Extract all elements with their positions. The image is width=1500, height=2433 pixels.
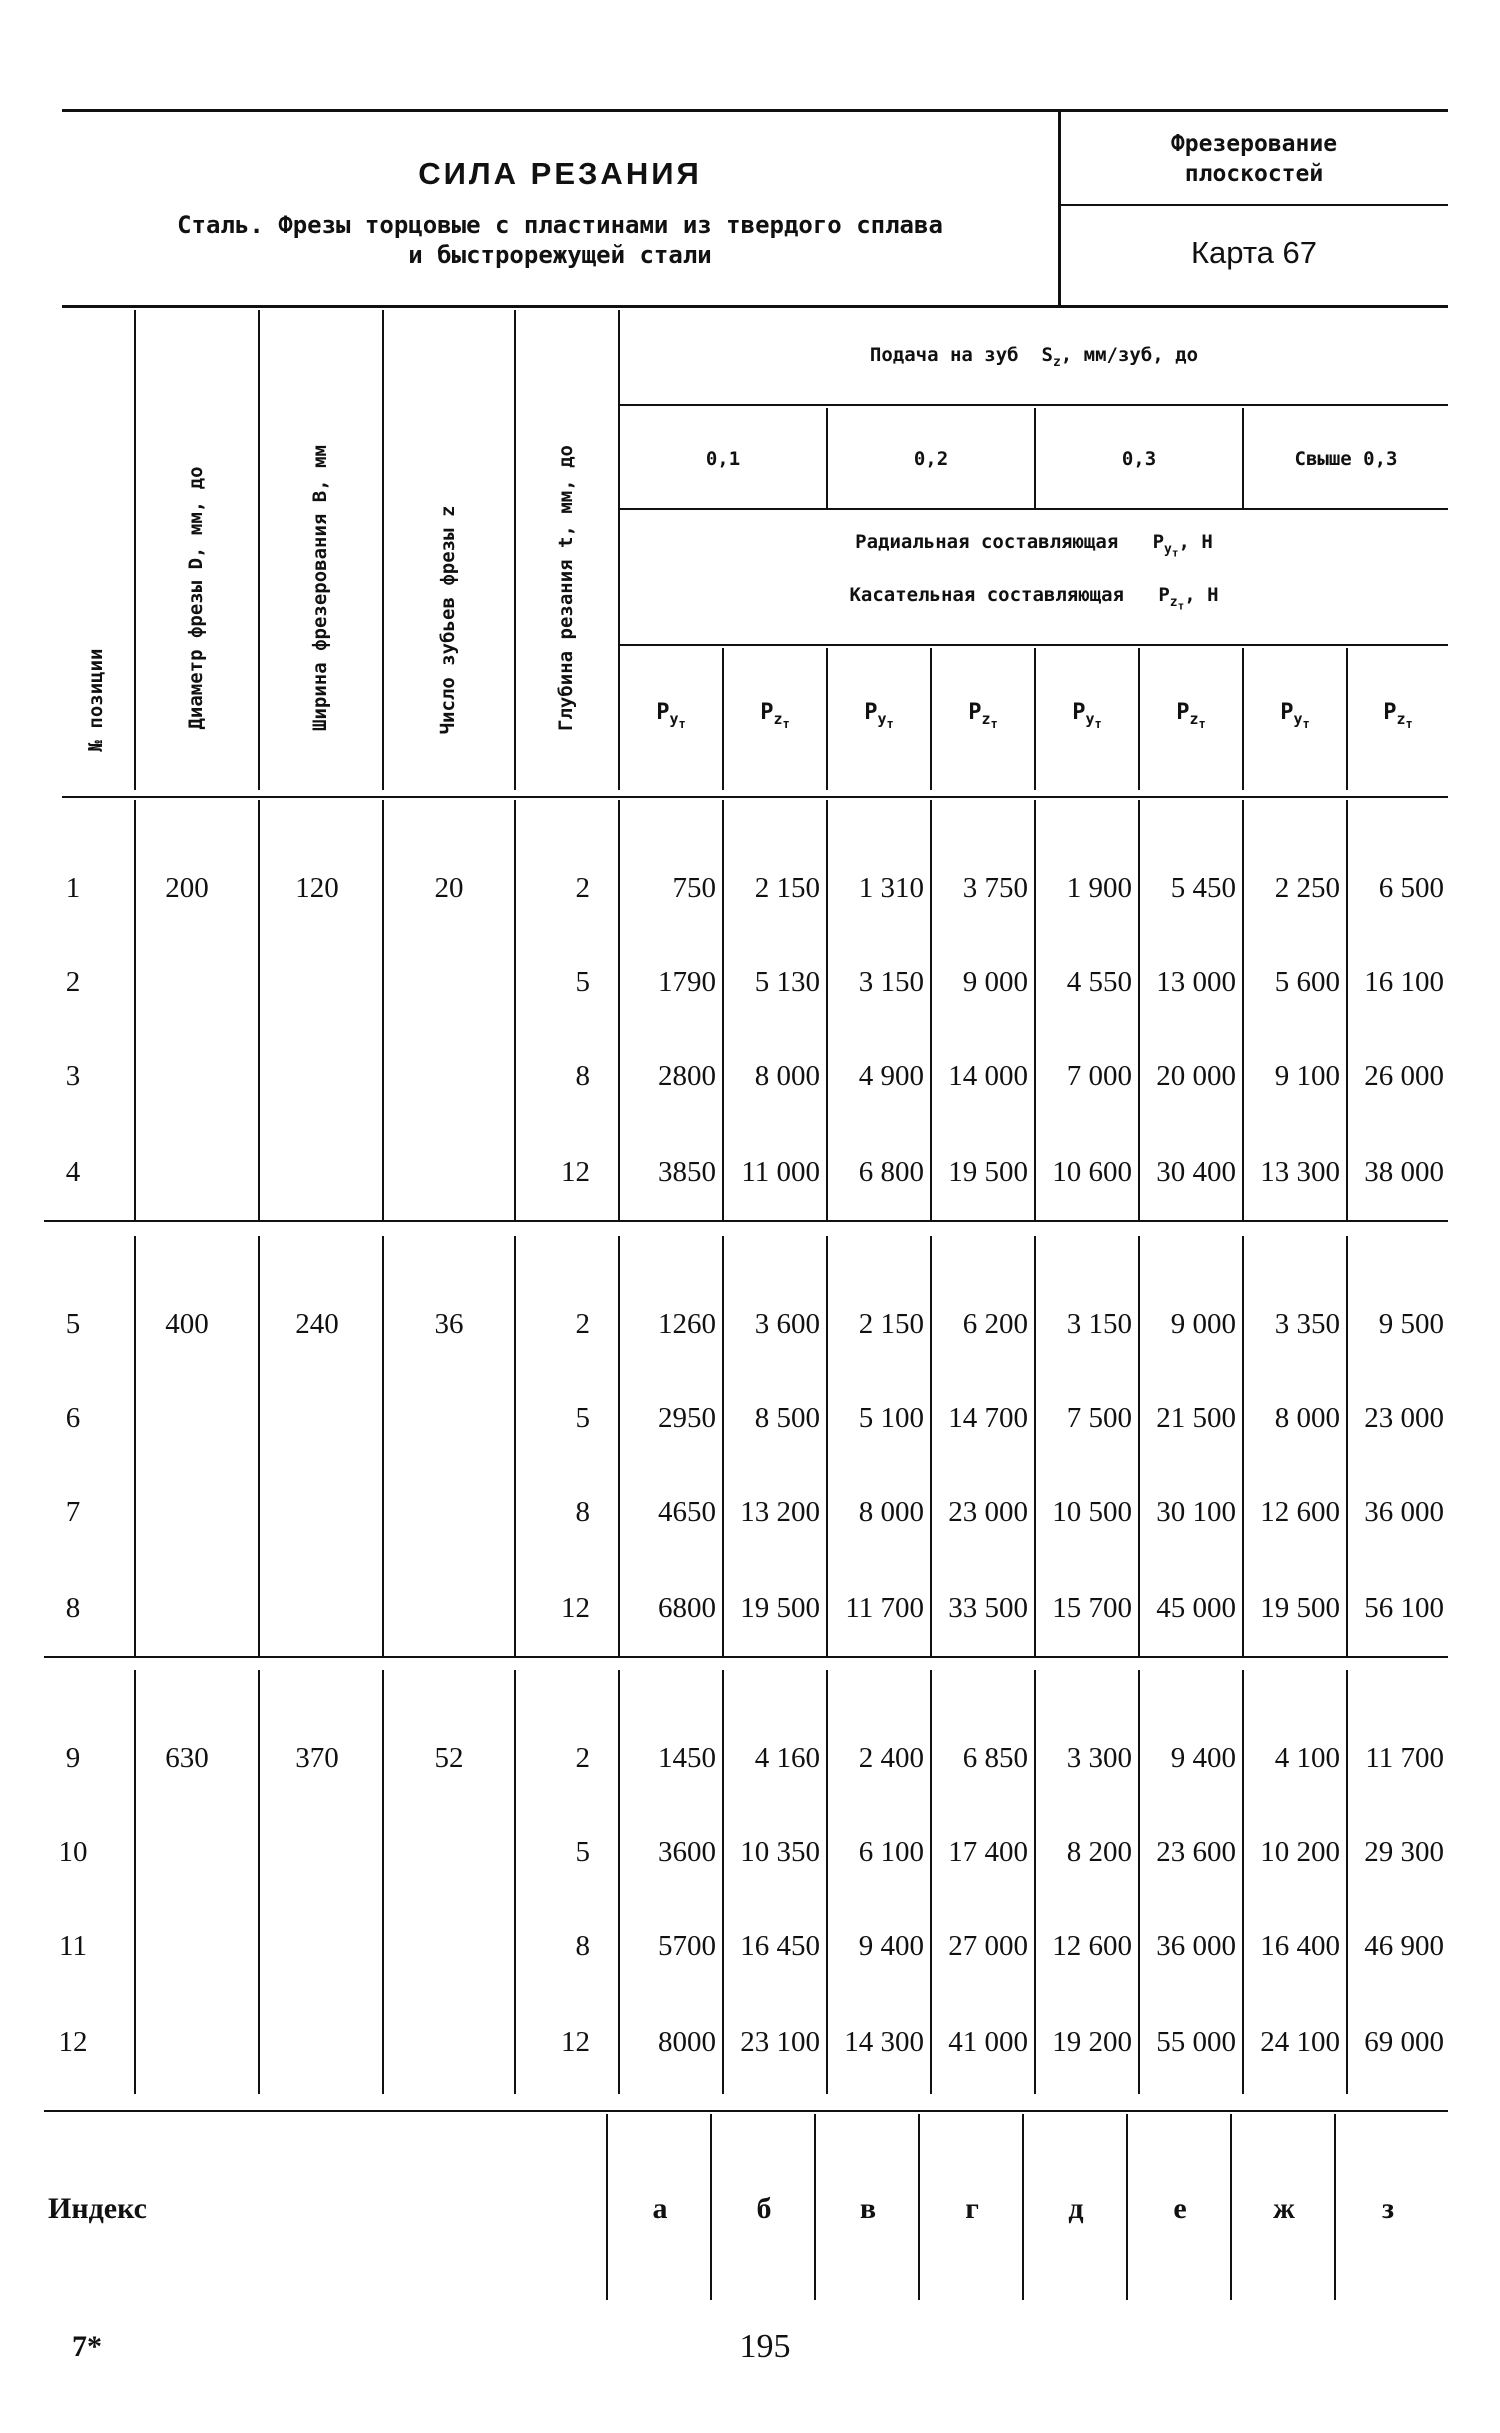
- cell-force: 27 000: [948, 1930, 1028, 1962]
- cell-force: 10 350: [740, 1836, 820, 1868]
- cell-force: 23 000: [1364, 1402, 1444, 1434]
- cell-force: 2 150: [858, 1308, 924, 1340]
- cell-force: 23 600: [1156, 1836, 1236, 1868]
- header-diameter: Диаметр фрезы D, мм, до: [185, 466, 207, 730]
- body-col-line: [382, 800, 384, 1220]
- index-letter: г: [965, 2192, 979, 2225]
- group-separator: [44, 1220, 1448, 1222]
- tangential-sub-t: т: [1177, 599, 1185, 613]
- cell-force: 15 700: [1052, 1592, 1132, 1624]
- radial-symbol: P: [1152, 531, 1165, 553]
- index-letter: а: [652, 2192, 668, 2225]
- symbol-pz: $P_{z_т}$: [760, 700, 790, 732]
- cell-force: 8000: [658, 2026, 716, 2058]
- cell-force: 16 400: [1260, 1930, 1340, 1962]
- cell-force: 1260: [658, 1308, 716, 1340]
- cell-force: 19 200: [1052, 2026, 1132, 2058]
- cell-force: 14 700: [948, 1402, 1028, 1434]
- cell-force: 7 500: [1066, 1402, 1132, 1434]
- radial-label: Радиальная составляющая: [855, 531, 1119, 553]
- cell-force: 69 000: [1364, 2026, 1444, 2058]
- symbol-py: $P_{y_т}$: [1072, 700, 1102, 732]
- cell-position: 10: [58, 1836, 88, 1868]
- card-number: Карта 67: [1190, 235, 1318, 270]
- page-number: 195: [739, 2328, 791, 2365]
- subtitle-line-1: Сталь. Фрезы торцовые с пластинами из твердого сплава: [177, 211, 943, 239]
- header-teeth: Число зубьев фрезы z: [437, 505, 459, 735]
- cell-force: 24 100: [1260, 2026, 1340, 2058]
- cell-force: 23 100: [740, 2026, 820, 2058]
- index-label: Индекс: [48, 2192, 147, 2225]
- cell-position: 1: [65, 872, 81, 904]
- cell-force: 8 000: [1274, 1402, 1340, 1434]
- cell-force: 14 000: [948, 1060, 1028, 1092]
- cell-force: 30 100: [1156, 1496, 1236, 1528]
- col-line: [514, 310, 516, 790]
- cell-width: 240: [295, 1308, 339, 1340]
- cell-force: 4 900: [858, 1060, 924, 1092]
- cell-force: 6 850: [962, 1742, 1028, 1774]
- symbol-py: $P_{y_т}$: [864, 700, 894, 732]
- cell-depth: 12: [561, 1156, 590, 1188]
- cell-force: 750: [672, 872, 716, 904]
- cell-force: 5 100: [858, 1402, 924, 1434]
- cell-diameter: 630: [165, 1742, 209, 1774]
- cell-force: 23 000: [948, 1496, 1028, 1528]
- cell-force: 55 000: [1156, 2026, 1236, 2058]
- cell-force: 4 550: [1066, 966, 1132, 998]
- cell-force: 9 100: [1274, 1060, 1340, 1092]
- cell-force: 36 000: [1364, 1496, 1444, 1528]
- cell-width: 370: [295, 1742, 339, 1774]
- cell-force: 2 400: [858, 1742, 924, 1774]
- cell-force: 13 000: [1156, 966, 1236, 998]
- cell-depth: 12: [561, 1592, 590, 1624]
- cell-position: 7: [65, 1496, 81, 1528]
- cell-force: 56 100: [1364, 1592, 1444, 1624]
- feed-title-rule: [620, 404, 1448, 406]
- body-col-line: [134, 1670, 136, 2094]
- cell-force: 7 000: [1066, 1060, 1132, 1092]
- cell-force: 10 500: [1052, 1496, 1132, 1528]
- cell-force: 36 000: [1156, 1930, 1236, 1962]
- cell-force: 8 000: [754, 1060, 820, 1092]
- cell-depth: 2: [575, 872, 590, 904]
- cell-force: 6 100: [858, 1836, 924, 1868]
- symbol-py: $P_{y_т}$: [656, 700, 686, 732]
- cell-force: 45 000: [1156, 1592, 1236, 1624]
- cell-force: 30 400: [1156, 1156, 1236, 1188]
- cell-force: 4 100: [1274, 1742, 1340, 1774]
- cell-force: 2 150: [754, 872, 820, 904]
- header-depth: Глубина резания t, мм, до: [555, 445, 577, 731]
- tangential-symbol: P: [1158, 584, 1170, 606]
- cell-position: 2: [65, 966, 81, 998]
- cell-force: 3850: [658, 1156, 716, 1188]
- cell-position: 6: [65, 1402, 81, 1434]
- cell-force: 3 350: [1274, 1308, 1340, 1340]
- cell-force: 12 600: [1052, 1930, 1132, 1962]
- cell-force: 20 000: [1156, 1060, 1236, 1092]
- cell-force: 1 900: [1066, 872, 1132, 904]
- cell-force: 10 600: [1052, 1156, 1132, 1188]
- feed-values-rule: [620, 508, 1448, 510]
- cell-depth: 12: [561, 2026, 590, 2058]
- feed-symbol: S: [1041, 344, 1053, 366]
- cell-force: 3 750: [962, 872, 1028, 904]
- cell-force: 9 500: [1378, 1308, 1444, 1340]
- index-rule: [44, 2110, 1448, 2112]
- cell-force: 4650: [658, 1496, 716, 1528]
- cell-teeth: 36: [434, 1308, 464, 1340]
- cell-force: 26 000: [1364, 1060, 1444, 1092]
- body-col-line: [514, 800, 516, 1220]
- cell-force: 3 600: [754, 1308, 820, 1340]
- table-header-rule: [62, 796, 1448, 798]
- cell-position: 5: [65, 1308, 81, 1340]
- force-title-rule: [620, 644, 1448, 646]
- signature-mark: 7*: [72, 2330, 102, 2363]
- cell-diameter: 200: [165, 872, 209, 904]
- cell-force: 3 150: [1066, 1308, 1132, 1340]
- cell-depth: 8: [575, 1930, 590, 1962]
- index-letter: е: [1173, 2192, 1187, 2225]
- feed-value-4: Свыше 0,3: [1294, 448, 1398, 470]
- cell-depth: 5: [575, 1402, 590, 1434]
- feed-value-1: 0,1: [705, 448, 741, 470]
- cell-force: 8 200: [1066, 1836, 1132, 1868]
- index-letter: б: [756, 2192, 772, 2225]
- radial-component-title: [620, 531, 1448, 559]
- cell-diameter: 400: [165, 1308, 209, 1340]
- index-letter: в: [859, 2192, 877, 2225]
- index-letter: з: [1381, 2192, 1395, 2225]
- cell-force: 16 100: [1364, 966, 1444, 998]
- radial-unit: , Н: [1178, 531, 1213, 553]
- cell-position: 3: [65, 1060, 81, 1092]
- cell-force: 13 200: [740, 1496, 820, 1528]
- cell-teeth: 52: [434, 1742, 464, 1774]
- cell-force: 9 000: [1170, 1308, 1236, 1340]
- cell-force: 3 300: [1066, 1742, 1132, 1774]
- cell-force: 8 500: [754, 1402, 820, 1434]
- cell-force: 19 500: [740, 1592, 820, 1624]
- col-line: [258, 310, 260, 790]
- cell-depth: 8: [575, 1496, 590, 1528]
- operation-line-1: Фрезерование: [1170, 131, 1338, 157]
- symbol-pz: $P_{z_т}$: [1176, 700, 1206, 732]
- cell-force: 41 000: [948, 2026, 1028, 2058]
- body-col-line: [382, 1670, 384, 2094]
- cell-position: 4: [65, 1156, 81, 1188]
- cell-force: 2950: [658, 1402, 716, 1434]
- cell-force: 2800: [658, 1060, 716, 1092]
- cell-force: 4 160: [754, 1742, 820, 1774]
- index-letter: д: [1068, 2192, 1084, 2225]
- cell-force: 9 400: [858, 1930, 924, 1962]
- tangential-sub: z: [1169, 594, 1178, 610]
- cell-force: 29 300: [1364, 1836, 1444, 1868]
- cell-depth: 2: [575, 1742, 590, 1774]
- cell-depth: 5: [575, 966, 590, 998]
- symbol-py: $P_{y_т}$: [1280, 700, 1310, 732]
- subtitle-line-2: и быстрорежущей стали: [408, 241, 712, 269]
- header-bottom-rule: [62, 305, 1448, 308]
- cell-force: 6 200: [962, 1308, 1028, 1340]
- cell-force: 5700: [658, 1930, 716, 1962]
- cell-force: 19 500: [948, 1156, 1028, 1188]
- tangential-label: Касательная составляющая: [849, 584, 1124, 606]
- cell-force: 33 500: [948, 1592, 1028, 1624]
- cell-position: 12: [58, 2026, 88, 2058]
- cell-force: 6 500: [1378, 872, 1444, 904]
- cell-force: 5 450: [1170, 872, 1236, 904]
- symbol-pz: $P_{z_т}$: [1383, 700, 1413, 732]
- feed-title: Подача на зуб: [869, 344, 1019, 366]
- symbol-pz: $P_{z_т}$: [968, 700, 998, 732]
- cell-force: 6800: [658, 1592, 716, 1624]
- body-col-line: [134, 1236, 136, 1656]
- cell-force: 10 200: [1260, 1836, 1340, 1868]
- col-line: [134, 310, 136, 790]
- feed-subscript: z: [1052, 354, 1061, 370]
- cell-force: 3600: [658, 1836, 716, 1868]
- body-col-line: [514, 1236, 516, 1656]
- header-width: Ширина фрезерования B, мм: [309, 445, 331, 731]
- body-col-line: [258, 1670, 260, 2094]
- top-rule: [62, 109, 1448, 112]
- cell-force: 16 450: [740, 1930, 820, 1962]
- cell-force: 6 800: [858, 1156, 924, 1188]
- feed-value-2: 0,2: [913, 448, 949, 470]
- cell-force: 11 000: [741, 1156, 820, 1188]
- cell-force: 5 600: [1274, 966, 1340, 998]
- cell-force: 1 310: [858, 872, 924, 904]
- cell-position: 9: [65, 1742, 81, 1774]
- page-title: СИЛА РЕЗАНИЯ: [418, 156, 702, 191]
- operation-line-2: плоскостей: [1184, 161, 1324, 187]
- cell-force: 46 900: [1364, 1930, 1444, 1962]
- cell-force: 19 500: [1260, 1592, 1340, 1624]
- feed-unit: , мм/зуб, до: [1060, 344, 1199, 366]
- radial-sub-t: т: [1171, 546, 1179, 560]
- cell-force: 5 130: [754, 966, 820, 998]
- cell-force: 13 300: [1260, 1156, 1340, 1188]
- cell-force: 2 250: [1274, 872, 1340, 904]
- body-col-line: [514, 1670, 516, 2094]
- cell-force: 11 700: [1365, 1742, 1444, 1774]
- cell-width: 120: [295, 872, 339, 904]
- radial-sub: y: [1164, 541, 1172, 557]
- tangential-unit: , Н: [1184, 584, 1219, 606]
- feed-value-3: 0,3: [1121, 448, 1157, 470]
- cell-force: 1790: [658, 966, 716, 998]
- cell-position: 11: [59, 1930, 87, 1962]
- cell-force: 8 000: [858, 1496, 924, 1528]
- body-col-line: [258, 800, 260, 1220]
- cell-force: 17 400: [948, 1836, 1028, 1868]
- body-col-line: [382, 1236, 384, 1656]
- cell-force: 9 000: [962, 966, 1028, 998]
- cell-force: 3 150: [858, 966, 924, 998]
- cell-force: 9 400: [1170, 1742, 1236, 1774]
- cell-depth: 5: [575, 1836, 590, 1868]
- cell-teeth: 20: [434, 872, 464, 904]
- feed-header: [620, 344, 1448, 370]
- body-col-line: [258, 1236, 260, 1656]
- cell-force: 11 700: [845, 1592, 924, 1624]
- col-line: [382, 310, 384, 790]
- cell-force: 1450: [658, 1742, 716, 1774]
- group-separator: [44, 1656, 1448, 1658]
- cell-depth: 2: [575, 1308, 590, 1340]
- cell-force: 14 300: [844, 2026, 924, 2058]
- cell-position: 8: [65, 1592, 81, 1624]
- tangential-component-title: [620, 584, 1448, 612]
- cell-force: 12 600: [1260, 1496, 1340, 1528]
- cell-force: 21 500: [1156, 1402, 1236, 1434]
- body-col-line: [134, 800, 136, 1220]
- cell-force: 38 000: [1364, 1156, 1444, 1188]
- index-letter: ж: [1273, 2192, 1295, 2225]
- card-divider: [1060, 204, 1448, 206]
- cell-depth: 8: [575, 1060, 590, 1092]
- header-position: № позиции: [85, 648, 107, 752]
